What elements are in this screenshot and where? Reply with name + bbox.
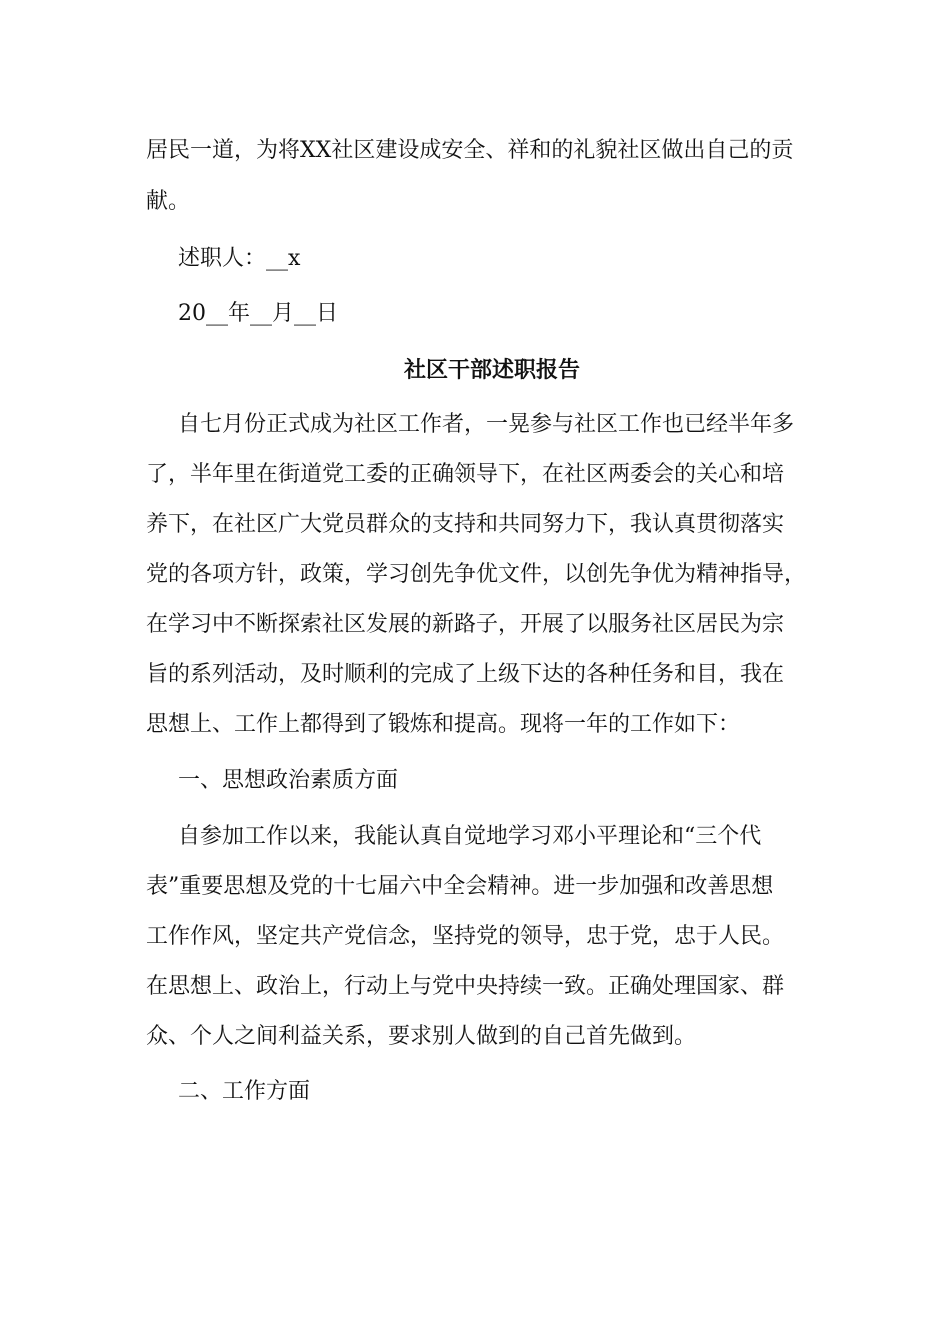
section-heading: 二、工作方面 (178, 1079, 311, 1104)
report-date: 20__年__月__日 (178, 301, 338, 326)
body-text-line: 表”重要思想及党的十七届六中全会精神。进一步加强和改善思想 (146, 874, 774, 899)
body-text-line: 旨的系列活动，及时顺利的完成了上级下达的各种任务和目，我在 (146, 662, 785, 687)
section-heading: 一、思想政治素质方面 (178, 768, 399, 793)
body-text-line: 养下，在社区广大党员群众的支持和共同努力下，我认真贯彻落实 (146, 512, 785, 537)
body-text-line: 居民一道，为将XX社区建设成安全、祥和的礼貌社区做出自己的贡 (146, 138, 794, 163)
body-text-line: 自七月份正式成为社区工作者，一晃参与社区工作也已经半年多 (178, 412, 795, 437)
body-text-line: 献。 (146, 189, 191, 214)
body-text-line: 自参加工作以来，我能认真自觉地学习邓小平理论和“三个代 (178, 824, 762, 849)
reporter-signature: 述职人：__x (178, 246, 301, 271)
report-title: 社区干部述职报告 (403, 357, 580, 383)
body-text-line: 众、个人之间利益关系，要求别人做到的自己首先做到。 (146, 1024, 697, 1049)
body-text-line: 在思想上、政治上，行动上与党中央持续一致。正确处理国家、群 (146, 974, 785, 999)
body-text-line: 工作作风，坚定共产党信念，坚持党的领导，忠于党，忠于人民。 (146, 924, 785, 949)
body-text-line: 党的各项方针，政策，学习创先争优文件，以创先争优为精神指导， (146, 562, 807, 587)
body-text-line: 了，半年里在街道党工委的正确领导下，在社区两委会的关心和培 (146, 462, 785, 487)
body-text-line: 在学习中不断探索社区发展的新路子，开展了以服务社区居民为宗 (146, 612, 785, 637)
body-text-line: 思想上、工作上都得到了锻炼和提高。现将一年的工作如下： (146, 712, 741, 737)
